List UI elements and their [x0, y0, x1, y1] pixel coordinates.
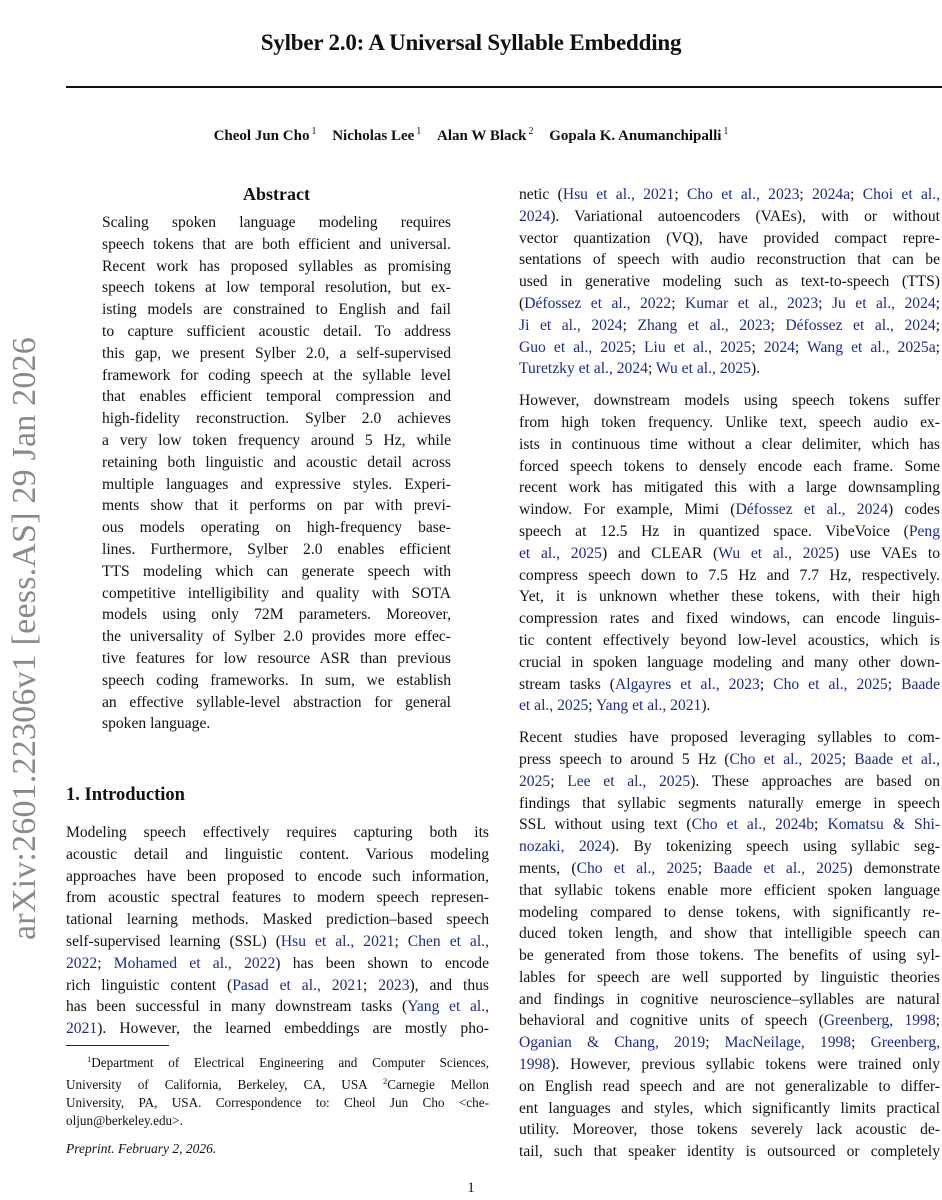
text-line	[519, 412, 940, 434]
arxiv-stamp: arXiv:2601.22306v1 [eess.AS] 29 Jan 2026	[6, 337, 43, 940]
text-run: Modeling speech effectively requires capturing both its	[66, 824, 489, 841]
text-run: ;	[818, 294, 832, 312]
text-run: ;	[887, 675, 902, 693]
text-line: models using only 72M parameters. Moreover,	[102, 606, 451, 624]
text-run: ;	[363, 976, 379, 994]
text-run: netic (	[519, 186, 563, 203]
page-number: 1	[467, 1180, 475, 1196]
citation-link[interactable]: Ju et al., 2024	[831, 294, 936, 312]
citation-link[interactable]: Yang et al., 2021	[595, 697, 702, 715]
text-line	[66, 887, 489, 909]
citation-link[interactable]: Algayres et al., 2023	[614, 675, 760, 693]
citation-link[interactable]: Cho et al., 2025	[729, 750, 842, 768]
text-line: high-fidelity reconstruction. Sylber 2.0 achieves	[102, 410, 451, 428]
text-line: framework for coding speech at the syllable level	[102, 366, 451, 384]
text-run: ;	[705, 1034, 725, 1052]
citation-link[interactable]: Liu et al., 2025	[643, 338, 752, 356]
affiliation-mark: 2	[528, 126, 534, 137]
text-line	[519, 337, 940, 359]
text-line: speech coding frameworks. In sum, we establish	[102, 671, 451, 689]
text-run: ;	[631, 338, 644, 356]
affiliation-mark: 2	[383, 1076, 388, 1086]
citation-link[interactable]: Hsu et al., 2021	[280, 932, 395, 950]
text-line	[519, 967, 940, 989]
author-name: Alan W Black	[437, 128, 527, 144]
text-line	[519, 1010, 940, 1032]
text-run: utility. Moreover, those tokens severely lack acoustic de-	[519, 1121, 940, 1139]
text-line	[519, 652, 940, 674]
text-run: However, downstream models using speech tokens suffer	[519, 392, 940, 410]
text-run: vector quantization (VQ), have provided compact repre-	[519, 229, 940, 247]
text-run: crucial in spoken language modeling and many other down-	[519, 653, 940, 671]
footnote-line: University, PA, USA. Correspondence to: Cheol Jun Cho <che-	[66, 1095, 489, 1110]
paragraph	[519, 727, 940, 1163]
text-line	[519, 499, 940, 521]
text-run: ;	[851, 1034, 871, 1052]
text-run: ) codes	[888, 501, 940, 519]
citation-link[interactable]: Guo et al., 2025	[519, 338, 632, 356]
text-line	[519, 434, 940, 456]
text-run: ) and CLEAR (	[601, 544, 719, 562]
author-list	[0, 126, 942, 145]
text-run: ) has been shown to encode	[275, 954, 489, 972]
text-line: a very low token frequency around 5 Hz, while	[102, 431, 451, 449]
text-run: rich linguistic content (	[66, 976, 233, 994]
text-run: ;	[674, 186, 687, 203]
text-run: ). These approaches are based on	[690, 772, 940, 790]
text-line	[519, 749, 940, 771]
author	[437, 128, 533, 144]
text-run: stream tasks (	[519, 675, 615, 693]
text-run: from acoustic spectral features to modern speech represen-	[66, 889, 489, 907]
text-line: retaining both linguistic and acoustic detail across	[102, 453, 451, 471]
citation-link[interactable]: Wu et al., 2025	[655, 360, 751, 378]
text-run: approaches have been proposed to encode such information,	[66, 867, 489, 885]
text-run: ;	[97, 954, 114, 972]
text-run: ;	[935, 316, 940, 334]
paragraph	[519, 390, 940, 717]
text-line	[519, 880, 940, 902]
text-line: Scaling spoken language modeling requires	[102, 214, 451, 231]
citation-link[interactable]: Baade et al.,	[854, 750, 941, 768]
text-run: ). However, the learned embeddings are mostly pho-	[97, 1020, 489, 1038]
text-line	[519, 814, 940, 836]
text-line	[519, 543, 940, 565]
text-run: ;	[751, 338, 764, 356]
text-line: speech tokens that are both efficient and universal.	[102, 235, 451, 253]
text-run: tic content effectively beyond low-level acoustics, which is	[519, 631, 940, 649]
text-line	[66, 822, 489, 844]
text-line: ous models operating on high-frequency base-	[102, 519, 451, 537]
text-run: duced token length, and show that intelligible speech can	[519, 925, 940, 943]
text-run: ;	[647, 360, 656, 378]
text-line	[519, 477, 940, 499]
text-line: the universality of Sylber 2.0 provides more effec-	[102, 628, 451, 646]
citation-link[interactable]: Mohamed et al., 2022	[113, 954, 276, 972]
text-run: modeling compared to dense tokens, with significantly re-	[519, 903, 940, 921]
text-line	[519, 771, 940, 793]
citation-link[interactable]: 2024	[763, 338, 795, 356]
text-run: press speech to around 5 Hz (	[519, 750, 730, 768]
text-run: has been successful in many downstream tasks (	[66, 998, 408, 1016]
text-line	[519, 271, 940, 293]
introduction-right-column	[519, 184, 940, 1163]
text-line: lines. Furthermore, Sylber 2.0 enables efficient	[102, 540, 451, 558]
citation-link[interactable]: Ji et al., 2024	[519, 316, 623, 334]
text-line: ments show that it performs on par with previ-	[102, 497, 451, 515]
text-line	[519, 390, 940, 412]
text-line	[519, 674, 940, 696]
citation-link[interactable]: Cho et al., 2025	[773, 675, 888, 693]
citation-link[interactable]: nozaki, 2024	[519, 838, 611, 856]
text-run: ;	[935, 294, 941, 312]
citation-link[interactable]: Kumar et al., 2023	[685, 294, 819, 312]
text-run: ). However, previous syllabic tokens were trained only	[550, 1056, 940, 1074]
text-line: isting models are constrained to English and fail	[102, 301, 451, 319]
text-line: speech tokens at low temporal resolution, but ex-	[102, 279, 451, 297]
author-name: Cheol Jun Cho	[213, 128, 310, 144]
citation-link[interactable]: 2025	[519, 772, 551, 790]
author-name: Nicholas Lee	[332, 128, 415, 144]
citation-link[interactable]: Cho et al., 2023	[686, 186, 800, 203]
citation-link[interactable]: Oganian & Chang, 2019	[519, 1034, 706, 1052]
citation-link[interactable]: Peng	[908, 522, 940, 540]
text-run: ent languages and styles, which significantly limits practical	[519, 1099, 940, 1117]
text-line	[519, 902, 940, 924]
text-run: tail, such that speaker identity is outsourced or completely	[519, 1143, 940, 1161]
citation-link[interactable]: Cho et al., 2025	[576, 859, 698, 877]
text-run: ;	[759, 675, 774, 693]
citation-link[interactable]: et al., 2025	[519, 544, 602, 562]
text-line	[519, 358, 940, 380]
citation-link[interactable]: Turetzky et al., 2024	[519, 360, 648, 378]
text-line: multiple languages and expressive styles. Experi-	[102, 475, 451, 493]
text-run: that syllabic tokens enable more efficient spoken language	[519, 881, 940, 899]
text-line	[66, 996, 489, 1018]
author	[549, 128, 728, 144]
citation-link[interactable]: 2021	[66, 1020, 98, 1038]
text-run: ists in continuous time without a clear delimiter, which has	[519, 435, 940, 453]
paper-title: Sylber 2.0: A Universal Syllable Embedding	[260, 30, 682, 55]
text-line: to capture sufficient acoustic detail. To address	[102, 322, 451, 340]
text-run: SSL without using text (	[519, 816, 692, 834]
text-line	[66, 844, 489, 866]
text-run: ;	[814, 816, 828, 834]
affiliation-mark: 1	[87, 1054, 92, 1064]
text-run: ) use VAEs to	[833, 544, 940, 562]
text-line	[66, 975, 489, 997]
citation-link[interactable]: 2022	[66, 954, 98, 972]
text-run: window. For example, Mimi (	[519, 501, 736, 519]
text-line: Recent work has proposed syllables as promising	[102, 257, 451, 275]
citation-link[interactable]: MacNeilage, 1998	[724, 1034, 852, 1052]
text-line	[519, 1119, 940, 1141]
footnote-rule	[66, 1045, 169, 1046]
text-run: ;	[671, 294, 685, 312]
text-run: speech at 12.5 Hz in quantized space. VibeVoice (	[519, 522, 909, 540]
citation-link[interactable]: 2024	[519, 207, 551, 225]
preprint-note: Preprint. February 2, 2026.	[66, 1141, 217, 1156]
citation-link[interactable]: Wang et al., 2025a	[807, 338, 936, 356]
text-run: and findings in cognitive neuroscience–syllables are natural	[519, 990, 940, 1008]
affiliation-mark: 1	[723, 126, 729, 137]
text-line	[519, 630, 940, 652]
text-line	[519, 1141, 940, 1163]
text-line	[519, 608, 940, 630]
citation-link[interactable]: Lee et al., 2025	[567, 772, 691, 790]
citation-link[interactable]: Choi et al.,	[862, 186, 940, 203]
text-run: Yet, it is unknown whether these tokens, with their high	[519, 588, 940, 606]
text-line: an effective syllable-level abstraction for general	[102, 693, 451, 711]
citation-link[interactable]: Baade	[901, 675, 941, 693]
text-run: ;	[935, 338, 940, 356]
text-run: ments, (	[519, 859, 577, 877]
text-line: tive features for low resource ASR than previous	[102, 649, 451, 667]
text-line	[519, 565, 940, 587]
text-run: Recent studies have proposed leveraging syllables to com-	[519, 729, 940, 747]
text-line	[519, 228, 940, 250]
text-run: ). By tokenizing speech using syllabic seg-	[610, 838, 940, 856]
text-line	[519, 1098, 940, 1120]
text-run: ;	[588, 697, 596, 715]
text-run: ).	[750, 360, 761, 378]
affiliation-mark: 1	[311, 126, 317, 137]
abstract-heading: Abstract	[243, 184, 310, 204]
citation-link[interactable]: Greenberg, 1998	[823, 1012, 936, 1030]
text-line	[519, 586, 940, 608]
text-run: findings that syllabic segments naturally emerge in speech	[519, 794, 940, 812]
citation-link[interactable]: Cho et al., 2024b	[691, 816, 815, 834]
author	[332, 128, 421, 144]
citation-link[interactable]: Pasad et al., 2021	[232, 976, 363, 994]
citation-link[interactable]: 2023	[378, 976, 410, 994]
text-line	[519, 727, 940, 749]
citation-link[interactable]: Défossez et al., 2022	[524, 294, 672, 312]
text-run: from high token frequency. Unlike text, speech audio ex-	[519, 413, 940, 431]
text-run: ;	[697, 859, 714, 877]
section-heading-introduction: 1. Introduction	[66, 785, 185, 805]
affiliation-mark: 1	[416, 126, 422, 137]
text-run: ;	[622, 316, 638, 334]
citation-link[interactable]: Greenberg,	[870, 1034, 941, 1052]
citation-link[interactable]: Wu et al., 2025	[718, 544, 834, 562]
text-run: (	[519, 294, 525, 312]
text-line: that enables efficient temporal compression and	[102, 388, 451, 406]
author	[214, 128, 317, 144]
text-run: behavioral and cognitive units of speech (	[519, 1012, 824, 1030]
text-line	[519, 945, 940, 967]
citation-link[interactable]: Défossez et al., 2024	[735, 501, 888, 519]
text-line: competitive intelligibility and quality with SOTA	[102, 584, 451, 602]
footnote-line: oljun@berkeley.edu>.	[66, 1113, 183, 1128]
text-run: ;	[770, 316, 786, 334]
text-line	[66, 931, 489, 953]
text-line	[66, 1018, 489, 1040]
text-run: tational learning methods. Masked prediction–based speech	[66, 911, 489, 929]
text-line	[519, 923, 940, 945]
text-run: ;	[850, 186, 863, 203]
text-run: be generated from those tokens. The benefits of using syl-	[519, 947, 940, 965]
text-line	[519, 1054, 940, 1076]
text-line	[519, 521, 940, 543]
text-line	[519, 836, 940, 858]
text-line	[519, 184, 940, 206]
citation-link[interactable]: et al., 2025	[519, 697, 589, 715]
text-line	[519, 1076, 940, 1098]
text-run: acoustic detail and linguistic content. Various modeling	[66, 845, 489, 863]
text-line	[519, 793, 940, 815]
text-run: compression rates and fixed windows, can encode linguis-	[519, 610, 940, 628]
text-run: lables for speech are well supported by linguistic theories	[519, 968, 940, 986]
citation-link[interactable]: Zhang et al., 2023	[637, 316, 771, 334]
text-line	[66, 953, 489, 975]
text-line	[519, 989, 940, 1011]
footnote-line: University of California, Berkeley, CA, USA $^2$Carnegie Mellon	[66, 1076, 489, 1092]
citation-link[interactable]: Chen et al.,	[407, 932, 489, 950]
citation-link[interactable]: Défossez et al., 2024	[785, 316, 936, 334]
text-run: recent work has mitigated this with a large downsampling	[519, 479, 940, 497]
text-line: this gap, we present Sylber 2.0, a self-supervised	[102, 344, 451, 362]
text-line: TTS modeling which can generate speech with	[102, 562, 451, 580]
text-line	[519, 695, 940, 717]
text-line	[519, 315, 940, 337]
text-run: on English read speech and are not generalizable to differ-	[519, 1077, 940, 1095]
text-line	[519, 858, 940, 880]
footnote-line: $^1$Department of Electrical Engineering and Computer Sciences,	[87, 1054, 489, 1070]
citation-link[interactable]: 2024a	[812, 186, 851, 203]
abstract-body	[102, 212, 451, 735]
text-run: ) demonstrate	[847, 859, 940, 877]
author-name: Gopala K. Anumanchipalli	[549, 128, 722, 144]
paragraph	[519, 184, 940, 380]
footnote	[66, 1050, 489, 1130]
text-run: ).	[701, 697, 711, 715]
text-line	[66, 866, 489, 888]
introduction-left-column	[66, 822, 489, 1040]
title-rule	[66, 86, 942, 88]
text-line	[519, 249, 940, 271]
text-run: ;	[841, 750, 855, 768]
text-line	[519, 206, 940, 228]
text-line	[519, 1032, 940, 1054]
text-run: ;	[550, 772, 568, 790]
text-line	[519, 456, 940, 478]
text-run: self-supervised learning (SSL) (	[66, 932, 281, 950]
text-run: forced speech tokens to densely encode each frame. Some	[519, 457, 940, 475]
citation-link[interactable]: Hsu et al., 2021	[562, 186, 675, 203]
text-run: compress speech down to 7.5 Hz and 7.7 Hz, respectively.	[519, 566, 940, 584]
text-run: ;	[799, 186, 813, 203]
citation-link[interactable]: Yang et al.,	[407, 998, 489, 1016]
text-run: ;	[394, 932, 408, 950]
text-run: ;	[935, 1012, 940, 1030]
text-run: used in generative modeling such as text-to-speech (TTS)	[519, 273, 940, 291]
text-run: ), and thus	[409, 976, 489, 994]
citation-link[interactable]: 1998	[519, 1056, 551, 1074]
text-line	[519, 293, 940, 315]
citation-link[interactable]: Komatsu & Shi-	[827, 816, 941, 834]
text-line: spoken language.	[102, 715, 211, 733]
text-run: ). Variational autoencoders (VAEs), with or without	[550, 207, 940, 225]
text-run: sentations of speech with audio reconstruction that can be	[519, 251, 940, 269]
text-run: ;	[794, 338, 808, 356]
citation-link[interactable]: Baade et al., 2025	[713, 859, 848, 877]
text-line	[66, 909, 489, 931]
